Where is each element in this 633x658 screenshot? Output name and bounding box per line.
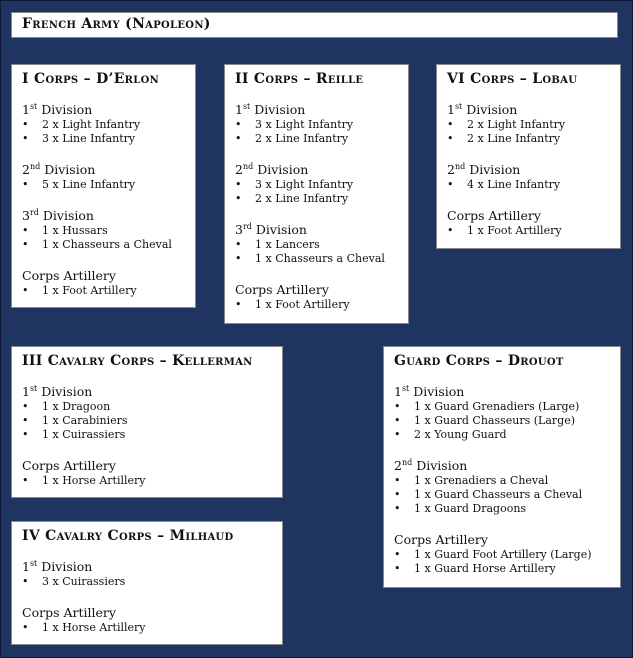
unit-text: 2 x Line Infantry <box>255 132 349 145</box>
ordinal-suffix: nd <box>29 161 41 171</box>
unit-text: 2 x Light Infantry <box>42 118 141 131</box>
division-number: Corps Artillery <box>22 268 116 283</box>
unit-item <box>394 502 610 516</box>
corps-title: VI Corps – Lobau <box>447 71 578 87</box>
bullet-icon: • <box>235 238 242 251</box>
division-title <box>22 102 185 118</box>
division-number: 2 <box>22 162 30 177</box>
division-label: Division <box>37 102 93 117</box>
unit-item <box>22 621 272 635</box>
unit-text: 3 x Light Infantry <box>255 178 354 191</box>
bullet-icon: • <box>235 192 242 205</box>
unit-text: 1 x Dragoon <box>42 400 111 413</box>
division-section <box>22 605 272 635</box>
corps-box-i <box>11 64 196 308</box>
unit-item <box>394 562 610 576</box>
unit-item <box>22 400 272 414</box>
unit-text: 3 x Line Infantry <box>42 132 136 145</box>
division-title <box>235 102 398 118</box>
division-label: Division <box>253 162 309 177</box>
ordinal-suffix: st <box>29 101 38 111</box>
division-number: 2 <box>447 162 455 177</box>
bullet-icon: • <box>394 414 401 427</box>
unit-text: 1 x Guard Horse Artillery <box>414 562 556 575</box>
division-title <box>235 162 398 178</box>
unit-item <box>235 252 398 266</box>
bullet-icon: • <box>447 118 454 131</box>
unit-item <box>394 474 610 488</box>
division-label: Division <box>37 384 93 399</box>
corps-title: Guard Corps – Drouot <box>394 353 564 369</box>
division-number: 3 <box>235 222 243 237</box>
unit-item <box>394 488 610 502</box>
unit-item <box>22 238 185 252</box>
unit-item <box>235 132 398 146</box>
bullet-icon: • <box>235 118 242 131</box>
unit-item <box>394 428 610 442</box>
bullet-icon: • <box>394 502 401 515</box>
unit-text: 1 x Foot Artillery <box>42 284 137 297</box>
division-title <box>235 282 398 298</box>
division-number: 1 <box>22 384 30 399</box>
division-title <box>22 384 272 400</box>
unit-text: 1 x Hussars <box>42 224 108 237</box>
division-title <box>22 208 185 224</box>
division-number: Corps Artillery <box>22 458 116 473</box>
unit-item <box>235 298 398 312</box>
ordinal-suffix: nd <box>454 161 466 171</box>
bullet-icon: • <box>22 284 29 297</box>
division-section <box>22 102 185 146</box>
bullet-icon: • <box>22 575 29 588</box>
division-number: Corps Artillery <box>447 208 541 223</box>
corps-title: IV Cavalry Corps – Milhaud <box>22 528 234 544</box>
division-section <box>394 458 610 516</box>
unit-item <box>235 178 398 192</box>
unit-text: 1 x Horse Artillery <box>42 474 146 487</box>
division-label: Division <box>465 162 521 177</box>
corps-box-guard <box>383 346 621 588</box>
bullet-icon: • <box>235 252 242 265</box>
division-title <box>22 458 272 474</box>
bullet-icon: • <box>22 400 29 413</box>
bullet-icon: • <box>394 428 401 441</box>
ordinal-suffix: rd <box>242 221 252 231</box>
unit-item <box>235 192 398 206</box>
unit-item <box>394 548 610 562</box>
unit-text: 1 x Cuirassiers <box>42 428 126 441</box>
unit-text: 5 x Line Infantry <box>42 178 136 191</box>
unit-text: 1 x Foot Artillery <box>467 224 562 237</box>
division-number: 1 <box>235 102 243 117</box>
bullet-icon: • <box>235 132 242 145</box>
division-label: Division <box>250 102 306 117</box>
unit-item <box>22 284 185 298</box>
bullet-icon: • <box>22 474 29 487</box>
division-section <box>22 162 185 192</box>
bullet-icon: • <box>22 224 29 237</box>
unit-text: 3 x Light Infantry <box>255 118 354 131</box>
division-section <box>22 559 272 589</box>
division-section <box>235 282 398 312</box>
bullet-icon: • <box>235 298 242 311</box>
division-section <box>22 208 185 252</box>
division-title <box>22 605 272 621</box>
unit-item <box>22 428 272 442</box>
unit-item <box>22 575 272 589</box>
bullet-icon: • <box>394 474 401 487</box>
unit-text: 1 x Foot Artillery <box>255 298 350 311</box>
bullet-icon: • <box>447 224 454 237</box>
unit-text: 2 x Young Guard <box>414 428 507 441</box>
unit-item <box>22 414 272 428</box>
division-label: Division <box>37 559 93 574</box>
division-title <box>22 162 185 178</box>
division-section <box>394 532 610 576</box>
division-title <box>394 532 610 548</box>
ordinal-suffix: st <box>242 101 251 111</box>
division-title <box>22 559 272 575</box>
ordinal-suffix: nd <box>242 161 254 171</box>
unit-text: 1 x Guard Foot Artillery (Large) <box>414 548 592 561</box>
ordinal-suffix: st <box>454 101 463 111</box>
unit-text: 1 x Chasseurs a Cheval <box>255 252 385 265</box>
division-section <box>235 222 398 266</box>
division-label: Division <box>462 102 518 117</box>
bullet-icon: • <box>22 132 29 145</box>
unit-item <box>447 132 610 146</box>
corps-box-iii-cavalry <box>11 346 283 498</box>
division-label: Division <box>40 162 96 177</box>
bullet-icon: • <box>22 178 29 191</box>
division-title <box>394 384 610 400</box>
unit-item <box>22 474 272 488</box>
unit-item <box>235 118 398 132</box>
unit-text: 1 x Guard Chasseurs a Cheval <box>414 488 583 501</box>
unit-text: 4 x Line Infantry <box>467 178 561 191</box>
unit-text: 1 x Guard Grenadiers (Large) <box>414 400 580 413</box>
unit-item <box>22 224 185 238</box>
bullet-icon: • <box>22 428 29 441</box>
ordinal-suffix: st <box>401 383 410 393</box>
unit-item <box>447 118 610 132</box>
division-label: Division <box>38 208 94 223</box>
division-title <box>22 268 185 284</box>
division-number: 1 <box>22 559 30 574</box>
division-section <box>447 208 610 238</box>
division-number: 3 <box>22 208 30 223</box>
division-number: Corps Artillery <box>235 282 329 297</box>
ordinal-suffix: rd <box>29 207 39 217</box>
division-number: 1 <box>394 384 402 399</box>
division-number: Corps Artillery <box>394 532 488 547</box>
bullet-icon: • <box>394 562 401 575</box>
bullet-icon: • <box>447 132 454 145</box>
division-number: 1 <box>22 102 30 117</box>
bullet-icon: • <box>447 178 454 191</box>
unit-text: 3 x Cuirassiers <box>42 575 126 588</box>
bullet-icon: • <box>22 414 29 427</box>
unit-item <box>394 400 610 414</box>
unit-item <box>22 178 185 192</box>
division-title <box>394 458 610 474</box>
unit-text: 2 x Line Infantry <box>255 192 349 205</box>
corps-box-vi <box>436 64 621 249</box>
unit-text: 1 x Chasseurs a Cheval <box>42 238 172 251</box>
bullet-icon: • <box>22 118 29 131</box>
division-section <box>447 102 610 146</box>
corps-title: I Corps – D’Erlon <box>22 71 160 87</box>
unit-item <box>394 414 610 428</box>
division-number: 2 <box>235 162 243 177</box>
bullet-icon: • <box>22 621 29 634</box>
unit-text: 1 x Carabiniers <box>42 414 128 427</box>
bullet-icon: • <box>394 548 401 561</box>
division-number: Corps Artillery <box>22 605 116 620</box>
unit-item <box>447 178 610 192</box>
division-section <box>394 384 610 442</box>
ordinal-suffix: st <box>29 383 38 393</box>
bullet-icon: • <box>394 488 401 501</box>
division-number: 1 <box>447 102 455 117</box>
army-title: French Army (Napoleon) <box>11 12 618 38</box>
bullet-icon: • <box>235 178 242 191</box>
unit-text: 1 x Grenadiers a Cheval <box>414 474 549 487</box>
division-section <box>235 162 398 206</box>
division-label: Division <box>409 384 465 399</box>
division-label: Division <box>412 458 468 473</box>
corps-box-iv-cavalry <box>11 521 283 645</box>
division-title <box>447 102 610 118</box>
division-section <box>22 268 185 298</box>
division-section <box>447 162 610 192</box>
unit-text: 2 x Line Infantry <box>467 132 561 145</box>
unit-text: 1 x Guard Chasseurs (Large) <box>414 414 576 427</box>
division-section <box>22 458 272 488</box>
division-section <box>235 102 398 146</box>
bullet-icon: • <box>394 400 401 413</box>
corps-title: II Corps – Reille <box>235 71 364 87</box>
division-title <box>235 222 398 238</box>
corps-box-ii <box>224 64 409 324</box>
unit-text: 1 x Horse Artillery <box>42 621 146 634</box>
unit-item <box>22 132 185 146</box>
ordinal-suffix: st <box>29 558 38 568</box>
division-number: 2 <box>394 458 402 473</box>
unit-item <box>447 224 610 238</box>
division-section <box>22 384 272 442</box>
corps-title: III Cavalry Corps – Kellerman <box>22 353 253 369</box>
division-title <box>447 208 610 224</box>
unit-text: 2 x Light Infantry <box>467 118 566 131</box>
bullet-icon: • <box>22 238 29 251</box>
unit-item <box>235 238 398 252</box>
division-label: Division <box>251 222 307 237</box>
unit-text: 1 x Guard Dragoons <box>414 502 527 515</box>
division-title <box>447 162 610 178</box>
unit-item <box>22 118 185 132</box>
ordinal-suffix: nd <box>401 457 413 467</box>
unit-text: 1 x Lancers <box>255 238 320 251</box>
